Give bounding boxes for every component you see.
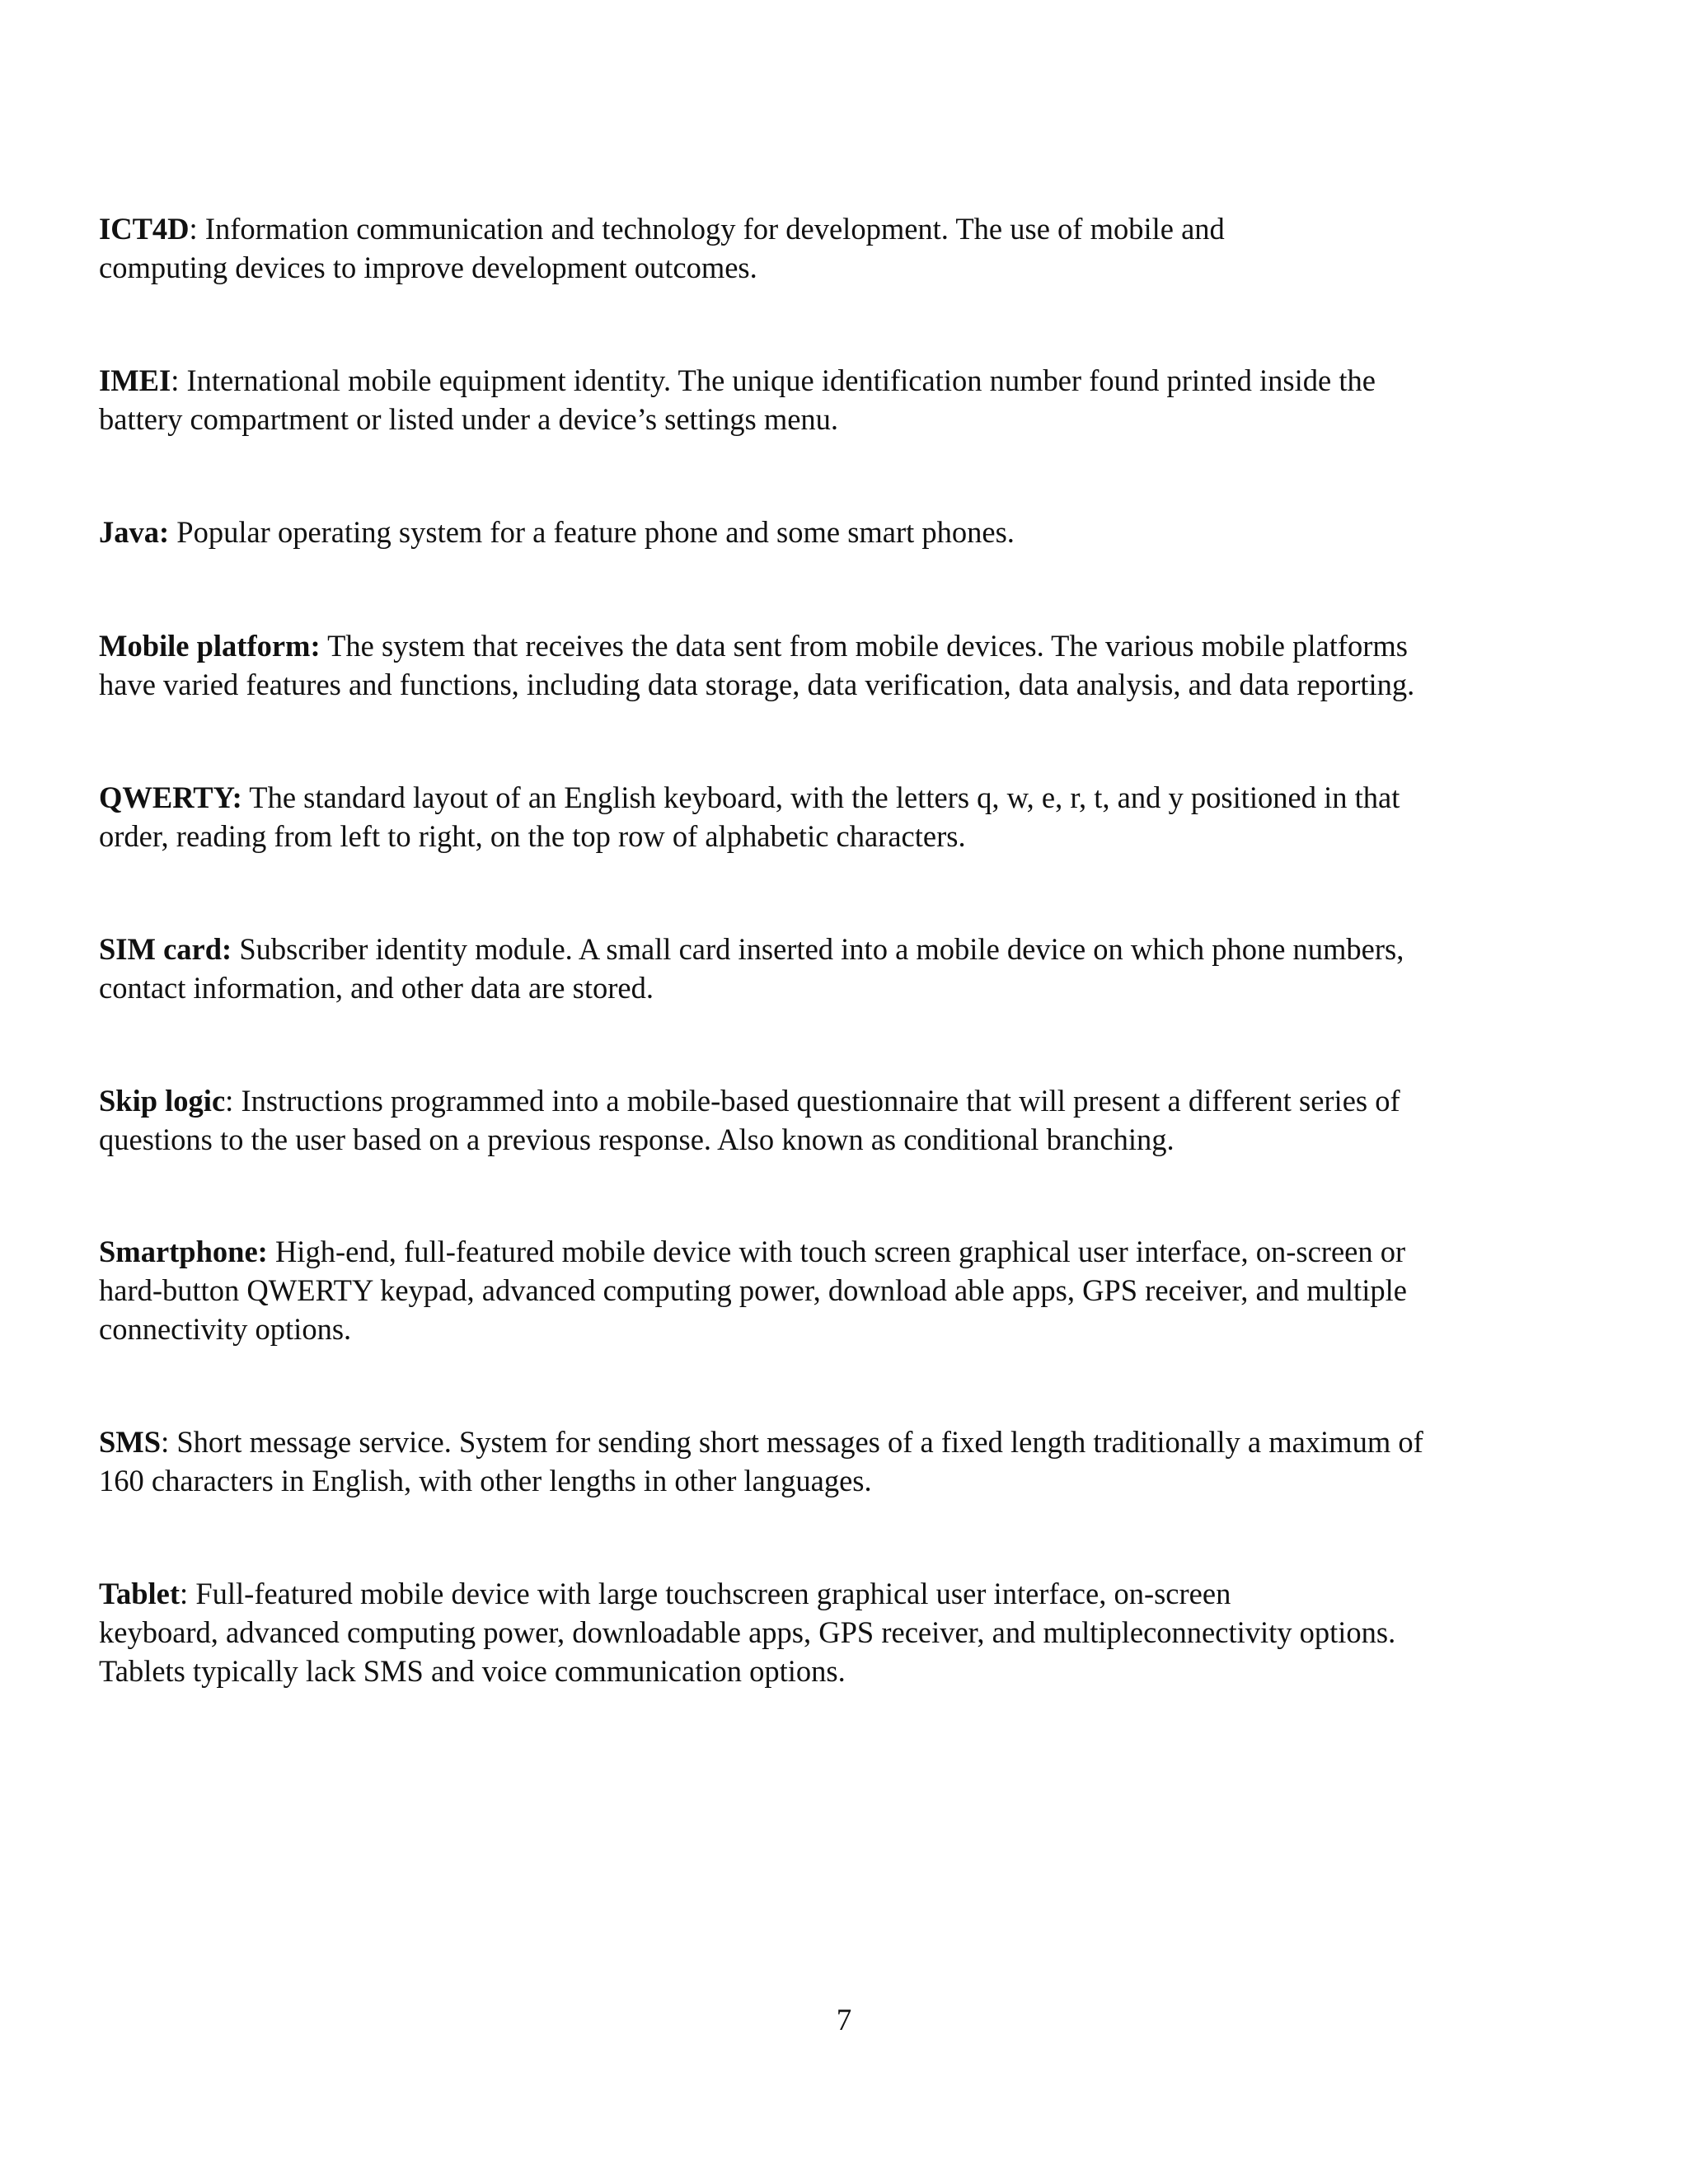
glossary-term: Mobile platform: bbox=[99, 629, 321, 663]
definition-text: Short message service. System for sending short messages of a fixed length traditionally a maximum of bbox=[176, 1425, 1423, 1459]
glossary-term: SIM card: bbox=[99, 932, 232, 966]
entry-line bbox=[99, 1422, 1589, 1461]
glossary-term: ICT4D bbox=[99, 212, 190, 246]
glossary-entry-smartphone bbox=[99, 1232, 1589, 1348]
definition-text: Subscriber identity module. A small card inserted into a mobile device on which phone numbers, bbox=[239, 932, 1404, 966]
entry-line bbox=[99, 626, 1589, 665]
entry-line: questions to the user based on a previous response. Also known as conditional branching. bbox=[99, 1122, 1175, 1156]
glossary-entry-qwerty bbox=[99, 778, 1589, 855]
term-separator: : bbox=[180, 1577, 196, 1610]
entry-line bbox=[99, 1232, 1589, 1271]
glossary-entry-java bbox=[99, 513, 1589, 551]
entry-line: have varied features and functions, including data storage, data verification, data analysis, and data reporting. bbox=[99, 668, 1415, 701]
definition-text: Instructions programmed into a mobile-based questionnaire that will present a different series of bbox=[241, 1084, 1400, 1118]
definition-text: Full-featured mobile device with large touchscreen graphical user interface, on-screen bbox=[195, 1577, 1231, 1610]
glossary-entry-imei bbox=[99, 361, 1589, 438]
entry-line: order, reading from left to right, on the top row of alphabetic characters. bbox=[99, 819, 966, 853]
glossary-term: Skip logic bbox=[99, 1084, 226, 1118]
entry-line: keyboard, advanced computing power, downloadable apps, GPS receiver, and multipleconnectivity options. bbox=[99, 1615, 1396, 1649]
glossary-entry-ict4d bbox=[99, 209, 1589, 287]
glossary-entry-skip-logic bbox=[99, 1081, 1589, 1159]
term-separator bbox=[169, 515, 176, 549]
definition-text: The system that receives the data sent from mobile devices. The various mobile platforms bbox=[327, 629, 1409, 663]
glossary-entry-sim-card bbox=[99, 930, 1589, 1007]
page-number: 7 bbox=[836, 2004, 852, 2037]
glossary-term: Java: bbox=[99, 515, 170, 549]
entry-line bbox=[99, 361, 1589, 400]
term-separator: : bbox=[161, 1425, 177, 1459]
glossary-entry-tablet bbox=[99, 1574, 1589, 1690]
term-separator bbox=[268, 1235, 275, 1268]
entry-line: computing devices to improve development outcomes. bbox=[99, 251, 757, 284]
definition-text: Popular operating system for a feature phone and some smart phones. bbox=[176, 515, 1015, 549]
glossary-term: Smartphone: bbox=[99, 1235, 268, 1268]
glossary-entry-mobile-platform bbox=[99, 626, 1589, 704]
entry-line bbox=[99, 1574, 1589, 1613]
term-separator bbox=[232, 932, 239, 966]
definition-text: The standard layout of an English keyboard, with the letters q, w, e, r, t, and y positioned in that bbox=[249, 780, 1400, 814]
entry-line: contact information, and other data are stored. bbox=[99, 971, 654, 1005]
term-separator: : bbox=[189, 212, 205, 246]
entry-line: Tablets typically lack SMS and voice communication options. bbox=[99, 1654, 846, 1688]
entry-line bbox=[99, 1081, 1589, 1120]
entry-line: 160 characters in English, with other lengths in other languages. bbox=[99, 1464, 872, 1497]
term-separator bbox=[321, 629, 327, 663]
definition-text: High-end, full-featured mobile device with touch screen graphical user interface, on-screen or bbox=[274, 1235, 1406, 1268]
glossary-term: QWERTY: bbox=[99, 780, 242, 814]
definition-text: Information communication and technology for development. The use of mobile and bbox=[204, 212, 1225, 246]
entry-line: hard-button QWERTY keypad, advanced computing power, download able apps, GPS receiver, and multiple bbox=[99, 1273, 1407, 1307]
entry-line bbox=[99, 930, 1589, 968]
glossary-term: Tablet bbox=[99, 1577, 181, 1610]
definition-text: International mobile equipment identity. The unique identification number found printed inside the bbox=[186, 363, 1376, 397]
glossary-term: SMS bbox=[99, 1425, 162, 1459]
term-separator: : bbox=[171, 363, 187, 397]
entry-line: battery compartment or listed under a device’s settings menu. bbox=[99, 402, 839, 436]
entry-line: connectivity options. bbox=[99, 1312, 352, 1346]
entry-line bbox=[99, 778, 1589, 817]
glossary-entry-sms bbox=[99, 1422, 1589, 1500]
entry-line bbox=[99, 209, 1589, 248]
entry-line bbox=[99, 513, 1589, 551]
glossary-term: IMEI bbox=[99, 363, 171, 397]
term-separator: : bbox=[225, 1084, 241, 1118]
